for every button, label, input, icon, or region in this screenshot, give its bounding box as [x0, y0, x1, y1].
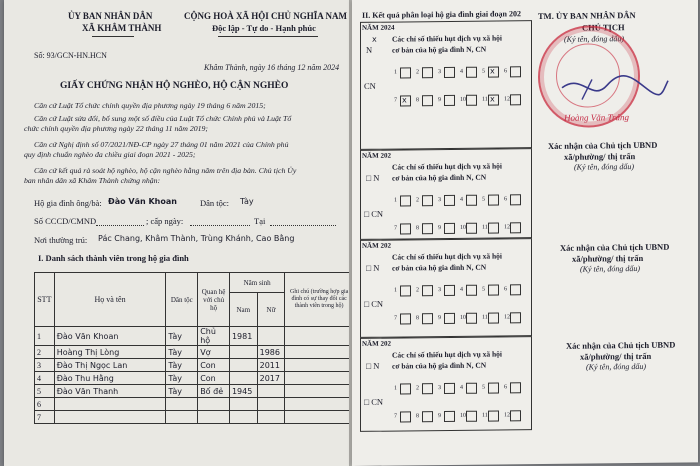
- basis-1: Căn cứ Luật Tổ chức chính quyền địa phương ngày 19 tháng 6 năm 2015;: [34, 101, 266, 110]
- cell-male: 1945: [229, 385, 257, 398]
- ethnic-value: Tày: [240, 197, 254, 206]
- checkbox-square[interactable]: [422, 383, 433, 394]
- sign-title-1: TM. ỦY BAN NHÂN DÂN: [538, 10, 636, 22]
- cell-stt: 4: [35, 372, 55, 385]
- id-label: Số CCCD/CMND: [34, 216, 97, 226]
- checkbox-square[interactable]: [422, 313, 433, 324]
- checkbox-square[interactable]: [488, 382, 499, 393]
- table-row: [35, 372, 354, 385]
- indicator-checkbox[interactable]: 11: [482, 224, 488, 231]
- cell-note: [285, 385, 353, 398]
- indicator-checkbox[interactable]: 5: [482, 384, 485, 391]
- indicator-checkbox[interactable]: 4: [460, 68, 463, 75]
- cell-relation: Vợ: [198, 346, 230, 359]
- table-row: [35, 346, 354, 359]
- residence-label: Nơi thường trú:: [34, 235, 88, 245]
- checkbox-square[interactable]: [510, 222, 521, 233]
- year-label: NĂM 2024: [362, 23, 395, 32]
- checkbox-square[interactable]: [488, 222, 499, 233]
- checkbox-square[interactable]: [400, 313, 411, 324]
- motto: Độc lập - Tự do - Hạnh phúc: [212, 23, 316, 33]
- cell-ethnic: Tày: [166, 327, 198, 346]
- cell-name: Đào Văn Khoan: [54, 327, 166, 346]
- indicator-checkbox[interactable]: 3: [438, 287, 441, 294]
- place-date: Khâm Thành, ngày 16 tháng 12 năm 2024: [204, 63, 340, 72]
- confirm-title-3: Xác nhận của Chủ tịch UBND: [566, 339, 676, 351]
- cell-stt: 5: [35, 385, 55, 398]
- cell-stt: 1: [35, 327, 55, 346]
- table-row: [35, 385, 354, 398]
- col-birth-year: Năm sinh: [229, 273, 284, 293]
- confirm-hint-3: (Ký tên, đóng dấu): [586, 361, 646, 372]
- head-name: Đào Văn Khoan: [108, 197, 177, 206]
- checkbox-square[interactable]: [510, 94, 521, 105]
- cell-stt: 6: [35, 398, 55, 411]
- at-label: Tại: [254, 216, 266, 226]
- indicator-checkbox[interactable]: 9: [438, 97, 441, 104]
- col-male: Nam: [229, 293, 257, 327]
- n-checkbox-label[interactable]: □ N: [366, 262, 380, 273]
- indicator-checkbox[interactable]: 7: [394, 413, 397, 420]
- cell-female: [257, 411, 285, 424]
- cell-name: Đào Thu Hằng: [54, 372, 166, 385]
- check-mark: x: [490, 94, 495, 104]
- nation-title: CỘNG HOÀ XÃ HỘI CHỦ NGHĨA NAM: [184, 11, 348, 21]
- checkbox-square[interactable]: [444, 285, 455, 296]
- cell-ethnic: Tày: [166, 372, 198, 385]
- cell-name: Đào Thị Ngọc Lan: [54, 359, 166, 372]
- indicator-checkbox[interactable]: 9: [438, 315, 441, 322]
- cell-stt: 3: [35, 359, 55, 372]
- checkbox-square[interactable]: [466, 223, 477, 234]
- confirm-sub-2: xã/phường/ thị trấn: [572, 252, 644, 264]
- indicator-checkbox[interactable]: 4: [460, 196, 463, 203]
- cn-checkbox-label[interactable]: □ CN: [364, 396, 384, 407]
- cell-female: [257, 398, 285, 411]
- cell-female: 2011: [257, 359, 285, 372]
- indicator-checkbox[interactable]: 6: [504, 196, 507, 203]
- checkbox-square[interactable]: [466, 411, 477, 422]
- checkbox-square[interactable]: [400, 195, 411, 206]
- confirm-title-2: Xác nhận của Chủ tịch UBND: [560, 241, 670, 253]
- ethnic-label: Dân tộc:: [200, 198, 230, 208]
- indicator-checkbox[interactable]: 8: [416, 225, 419, 232]
- basis-5: quy định chuẩn nghèo đa chiều giai đoạn 2021 - 2025;: [24, 150, 196, 159]
- checkbox-square[interactable]: [444, 411, 455, 422]
- cell-ethnic: [166, 398, 198, 411]
- n-check-mark: x: [372, 34, 377, 44]
- certificate-right-page: [352, 0, 698, 466]
- basis-4: Căn cứ Nghị định số 07/2021/NĐ-CP ngày 27 tháng 01 năm 2021 của Chính phủ: [34, 140, 289, 149]
- indicator-checkbox[interactable]: 12: [504, 96, 510, 103]
- indicator-text-2: cơ bản của hộ gia đình N, CN: [392, 172, 487, 183]
- cn-checkbox-label[interactable]: □ CN: [364, 298, 384, 309]
- sign-title-2: CHỦ TỊCH: [582, 22, 625, 33]
- confirm-hint-1: (Ký tên, đóng dấu): [574, 162, 634, 172]
- indicator-text-1: Các chỉ số thiếu hụt dịch vụ xã hội: [392, 349, 503, 360]
- cell-ethnic: [166, 411, 198, 424]
- checkbox-square[interactable]: [444, 313, 455, 324]
- checkbox-square[interactable]: [422, 411, 433, 422]
- indicator-checkbox[interactable]: 3: [438, 69, 441, 76]
- cell-ethnic: Tày: [166, 385, 198, 398]
- cell-relation: Con: [198, 359, 230, 372]
- doc-number: Số: 93/GCN-HN.HCN: [34, 51, 107, 60]
- cell-female: [257, 327, 285, 346]
- doc-title: GIẤY CHỨNG NHẬN HỘ NGHÈO, HỘ CẬN NGHÈO: [60, 81, 289, 91]
- checkbox-square[interactable]: [510, 284, 521, 295]
- indicator-text-2: cơ bản của hộ gia đình N, CN: [392, 360, 487, 371]
- year-label: NĂM 202: [362, 151, 391, 160]
- checkbox-square[interactable]: [488, 194, 499, 205]
- n-checkbox-label[interactable]: N: [366, 44, 373, 55]
- n-checkbox-label[interactable]: □ N: [366, 172, 380, 183]
- checkbox-square[interactable]: [422, 195, 433, 206]
- indicator-checkbox[interactable]: 9: [438, 225, 441, 232]
- checkbox-square[interactable]: [466, 195, 477, 206]
- indicator-checkbox[interactable]: 2: [416, 287, 419, 294]
- checkbox-square[interactable]: [466, 67, 477, 78]
- indicator-checkbox[interactable]: 6: [504, 286, 507, 293]
- cn-checkbox-label[interactable]: □ CN: [364, 208, 384, 219]
- head-label: Hộ gia đình ông/bà:: [34, 198, 102, 208]
- cell-male: [229, 411, 257, 424]
- table-row: [35, 398, 354, 411]
- confirm-title-1: Xác nhận của Chủ tịch UBND: [548, 139, 658, 151]
- checkbox-square[interactable]: [466, 285, 477, 296]
- indicator-checkbox[interactable]: 3: [438, 197, 441, 204]
- cell-note: [285, 398, 353, 411]
- checkbox-square[interactable]: [400, 67, 411, 78]
- basis-3: chức chính quyền địa phương ngày 22 tháng 11 năm 2019;: [24, 124, 209, 133]
- confirm-sub-1: xã/phường/ thị trấn: [564, 151, 636, 162]
- agency-line2: XÃ KHÂM THÀNH: [82, 23, 162, 33]
- indicator-text-1: Các chỉ số thiếu hụt dịch vụ xã hội: [392, 161, 503, 172]
- confirm-hint-2: (Ký tên, đóng dấu): [580, 263, 640, 274]
- cell-note: [285, 372, 353, 385]
- checkbox-square[interactable]: [510, 312, 521, 323]
- check-mark: x: [490, 66, 495, 76]
- cell-male: 1981: [229, 327, 257, 346]
- indicator-checkbox[interactable]: 8: [416, 97, 419, 104]
- basis-6: Căn cứ kết quả rà soát hộ nghèo, hộ cận nghèo hằng năm trên địa bàn. Chủ tịch Ủy: [34, 166, 297, 175]
- indicator-checkbox[interactable]: 1: [394, 69, 397, 76]
- cell-name: [54, 411, 166, 424]
- cell-name: Đào Văn Thanh: [54, 385, 166, 398]
- table-row: [35, 411, 354, 424]
- indicator-checkbox[interactable]: 3: [438, 385, 441, 392]
- indicator-checkbox[interactable]: 2: [416, 69, 419, 76]
- cell-stt: 2: [35, 346, 55, 359]
- cell-relation: Bố đẻ: [198, 385, 230, 398]
- indicator-checkbox[interactable]: 10: [460, 224, 466, 231]
- checkbox-square[interactable]: [510, 66, 521, 77]
- indicator-checkbox[interactable]: 4: [460, 286, 463, 293]
- checkbox-square[interactable]: [422, 67, 433, 78]
- confirm-sub-3: xã/phường/ thị trấn: [580, 350, 652, 362]
- cell-male: [229, 398, 257, 411]
- col-relation: Quan hệ với chủ hộ: [198, 273, 230, 327]
- indicator-checkbox[interactable]: 1: [394, 197, 397, 204]
- basis-7: ban nhân dân xã Khâm Thành chứng nhận:: [24, 176, 161, 185]
- year-label: NĂM 202: [362, 241, 391, 250]
- indicator-checkbox[interactable]: 8: [416, 413, 419, 420]
- indicator-text-1: Các chỉ số thiếu hụt dịch vụ xã hội: [392, 251, 503, 262]
- indicator-checkbox[interactable]: 12: [504, 224, 510, 231]
- checkbox-square[interactable]: [444, 383, 455, 394]
- cell-name: Hoàng Thị Lòng: [54, 346, 166, 359]
- cell-ethnic: Tày: [166, 346, 198, 359]
- indicator-checkbox[interactable]: 11: [482, 96, 488, 103]
- checkbox-square[interactable]: [466, 313, 477, 324]
- indicator-checkbox[interactable]: 12: [504, 314, 510, 321]
- indicator-checkbox[interactable]: 5: [482, 68, 485, 75]
- checkbox-square[interactable]: [444, 195, 455, 206]
- indicator-checkbox[interactable]: 10: [460, 96, 466, 103]
- cell-relation: [198, 398, 230, 411]
- members-table: [34, 272, 353, 424]
- col-ethnic: Dân tộc: [166, 273, 198, 327]
- checkbox-square[interactable]: [422, 223, 433, 234]
- signature-scribble: [552, 67, 672, 108]
- n-checkbox-label[interactable]: □ N: [366, 360, 380, 371]
- indicator-checkbox[interactable]: 4: [460, 384, 463, 391]
- indicator-checkbox[interactable]: 12: [504, 412, 510, 419]
- indicator-text-2: cơ bản của hộ gia đình N, CN: [392, 262, 487, 273]
- cell-note: [285, 359, 353, 372]
- cell-relation: Chủ hộ: [198, 327, 230, 346]
- indicator-checkbox[interactable]: 5: [482, 196, 485, 203]
- checkbox-square[interactable]: [444, 95, 455, 106]
- indicator-checkbox[interactable]: 6: [504, 68, 507, 75]
- indicator-checkbox[interactable]: 7: [394, 315, 397, 322]
- checkbox-square[interactable]: [400, 223, 411, 234]
- agency-line1: ỦY BAN NHÂN DÂN: [68, 11, 153, 21]
- cell-female: [257, 385, 285, 398]
- cell-male: [229, 359, 257, 372]
- cell-note: [285, 346, 353, 359]
- issued-label: ; cấp ngày:: [146, 216, 184, 226]
- checkbox-square[interactable]: [510, 194, 521, 205]
- checkbox-square[interactable]: [466, 95, 477, 106]
- indicator-checkbox[interactable]: 5: [482, 286, 485, 293]
- checkbox-square[interactable]: [422, 95, 433, 106]
- classification-title: II. Kết quả phân loại hộ gia đình giai đoạn 202: [362, 9, 521, 20]
- table-row: [35, 327, 354, 346]
- certificate-left-page: [4, 0, 353, 466]
- indicator-checkbox[interactable]: 10: [460, 412, 466, 419]
- indicator-checkbox[interactable]: 1: [394, 287, 397, 294]
- cell-female: 1986: [257, 346, 285, 359]
- indicator-text-2: cơ bản của hộ gia đình N, CN: [392, 44, 487, 55]
- sign-hint: (Ký tên, đóng dấu): [564, 34, 624, 44]
- checkbox-square[interactable]: [444, 223, 455, 234]
- cell-male: [229, 372, 257, 385]
- cell-relation: [198, 411, 230, 424]
- cell-relation: Con: [198, 372, 230, 385]
- cell-female: 2017: [257, 372, 285, 385]
- checkbox-square[interactable]: [466, 383, 477, 394]
- col-female: Nữ: [257, 293, 285, 327]
- col-note: Ghi chú (trường hợp gia đình có sự thay đổi các thành viên trong hộ): [285, 273, 353, 327]
- checkbox-square[interactable]: [400, 411, 411, 422]
- table-row: [35, 359, 354, 372]
- members-section-title: I. Danh sách thành viên trong hộ gia đình: [38, 253, 189, 263]
- checkbox-square[interactable]: [400, 285, 411, 296]
- indicator-checkbox[interactable]: 10: [460, 314, 466, 321]
- indicator-checkbox[interactable]: 8: [416, 315, 419, 322]
- indicator-text-1: Các chỉ số thiếu hụt dịch vụ xã hội: [392, 33, 503, 44]
- cell-ethnic: Tày: [166, 359, 198, 372]
- checkbox-square[interactable]: [444, 67, 455, 78]
- cn-checkbox-label[interactable]: CN: [364, 80, 376, 91]
- basis-2: Căn cứ Luật sửa đổi, bổ sung một số điều của Luật Tổ chức Chính phủ và Luật Tổ: [34, 114, 292, 123]
- cell-stt: 7: [35, 411, 55, 424]
- indicator-checkbox[interactable]: 7: [394, 225, 397, 232]
- checkbox-square[interactable]: [400, 383, 411, 394]
- col-stt: STT: [35, 273, 55, 327]
- year-label: NĂM 202: [362, 339, 391, 348]
- indicator-checkbox[interactable]: 2: [416, 385, 419, 392]
- checkbox-square[interactable]: [488, 410, 499, 421]
- indicator-checkbox[interactable]: 2: [416, 197, 419, 204]
- indicator-checkbox[interactable]: 11: [482, 412, 488, 419]
- residence-value: Pác Chang, Khâm Thành, Trùng Khánh, Cao Bằng: [98, 234, 295, 243]
- col-name: Họ và tên: [54, 273, 166, 327]
- signer-name: Hoàng Văn Tráng: [564, 112, 630, 123]
- check-mark: x: [402, 95, 407, 105]
- checkbox-square[interactable]: [488, 312, 499, 323]
- indicator-checkbox[interactable]: 7: [394, 97, 397, 104]
- indicator-checkbox[interactable]: 6: [504, 384, 507, 391]
- checkbox-square[interactable]: [488, 284, 499, 295]
- checkbox-square[interactable]: [510, 410, 521, 421]
- cell-male: [229, 346, 257, 359]
- checkbox-square[interactable]: [422, 285, 433, 296]
- cell-note: [285, 411, 353, 424]
- checkbox-square[interactable]: [510, 382, 521, 393]
- indicator-checkbox[interactable]: 11: [482, 314, 488, 321]
- indicator-checkbox[interactable]: 9: [438, 413, 441, 420]
- indicator-checkbox[interactable]: 1: [394, 385, 397, 392]
- cell-name: [54, 398, 166, 411]
- cell-note: [285, 327, 353, 346]
